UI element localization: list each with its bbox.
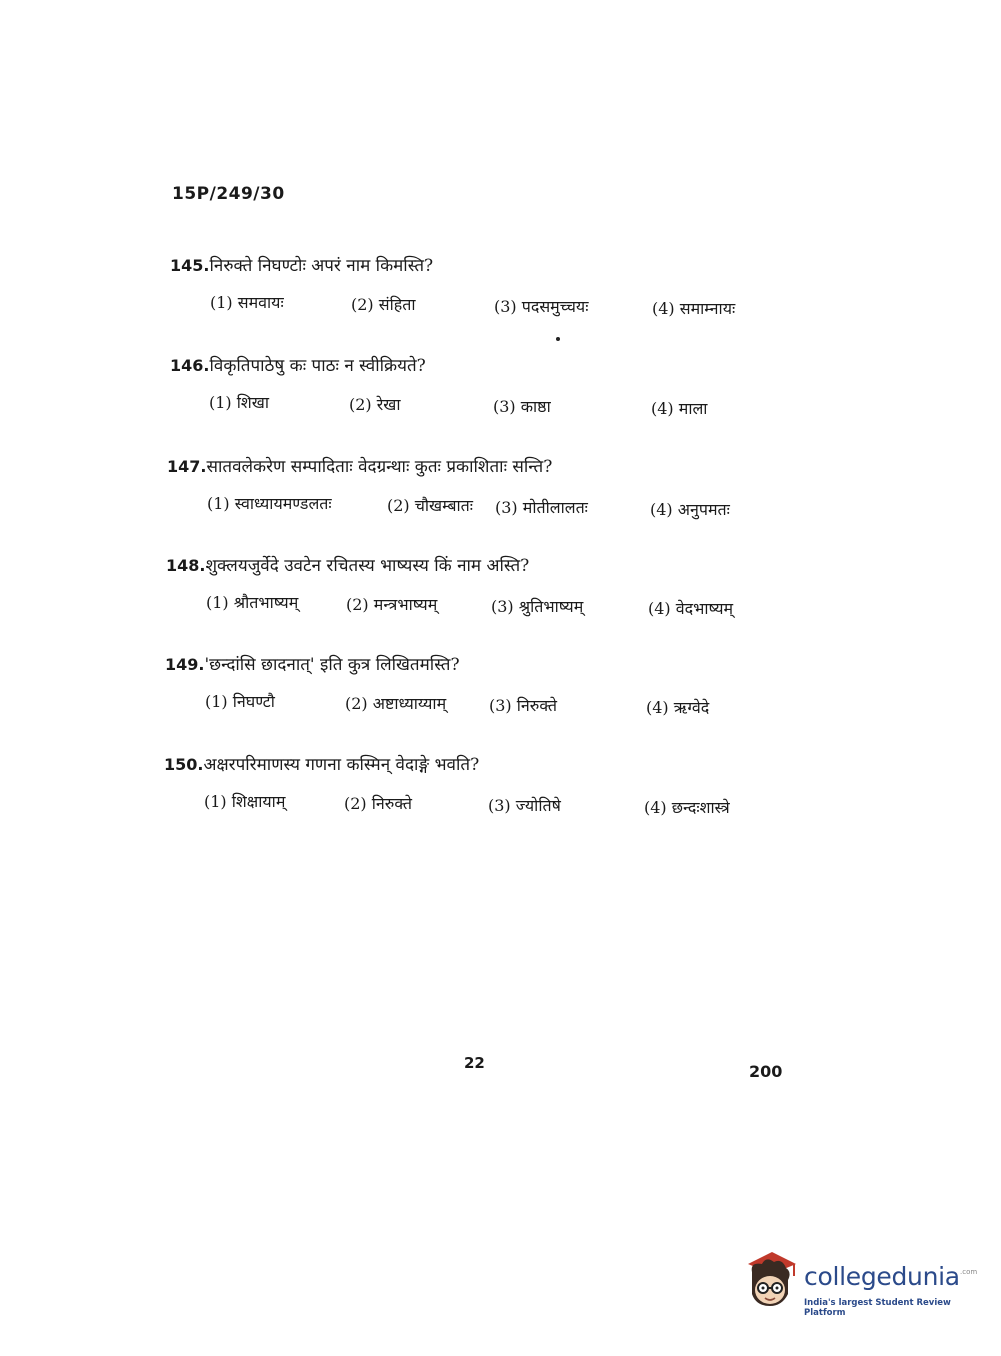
option-1: (1) श्रौतभाष्यम् xyxy=(206,593,299,612)
question-number: 150. xyxy=(164,755,204,774)
stray-dot xyxy=(556,337,560,341)
brand-tagline: India's largest Student Review Platform xyxy=(804,1298,951,1318)
option-1: (1) शिखा xyxy=(209,393,270,412)
option-3: (3) निरुक्ते xyxy=(489,696,558,715)
option-2: (2) रेखा xyxy=(349,395,401,414)
option-2: (2) संहिता xyxy=(351,295,416,314)
option-1: (1) निघण्टौ xyxy=(205,692,275,711)
question-150 xyxy=(0,752,1001,832)
mascot-icon xyxy=(742,1250,800,1314)
option-4: (4) ऋग्वेदे xyxy=(646,698,710,717)
paper-code: 15P/249/30 xyxy=(172,184,285,204)
option-1: (1) समवायः xyxy=(210,293,284,312)
option-1: (1) शिक्षायाम् xyxy=(204,792,286,811)
question-text: 'छन्दांसि छादनात्' इति कुत्र लिखितमस्ति? xyxy=(204,655,460,675)
question-number: 147. xyxy=(167,457,207,476)
brand-name: collegedunia xyxy=(804,1262,960,1291)
option-3: (3) पदसमुच्चयः xyxy=(494,297,589,316)
collegedunia-logo xyxy=(742,1250,978,1318)
question-147 xyxy=(0,454,1001,534)
option-4: (4) अनुपमतः xyxy=(650,500,730,519)
option-3: (3) काष्ठा xyxy=(493,397,551,416)
question-148 xyxy=(0,553,1001,633)
option-4: (4) छन्दःशास्त्रे xyxy=(644,798,730,817)
question-text: अक्षरपरिमाणस्य गणना कस्मिन् वेदाङ्गे भवति? xyxy=(203,755,480,775)
brand-suffix: .com xyxy=(960,1268,978,1276)
question-text: निरुक्ते निघण्टोः अपरं नाम किमस्ति? xyxy=(209,256,434,276)
option-2: (2) निरुक्ते xyxy=(344,794,413,813)
option-2: (2) अष्टाध्याय्याम् xyxy=(345,694,447,713)
option-4: (4) वेदभाष्यम् xyxy=(648,599,734,618)
option-4: (4) माला xyxy=(651,399,708,418)
page-number: 22 xyxy=(464,1054,485,1072)
option-4: (4) समाम्नायः xyxy=(652,299,736,318)
option-2: (2) मन्त्रभाष्यम् xyxy=(346,595,438,614)
question-number: 145. xyxy=(170,256,210,275)
option-3: (3) मोतीलालतः xyxy=(495,498,588,517)
option-3: (3) श्रुतिभाष्यम् xyxy=(491,597,584,616)
question-number: 148. xyxy=(166,556,206,575)
question-146 xyxy=(0,353,1001,433)
question-145 xyxy=(0,253,1001,333)
question-number: 146. xyxy=(170,356,210,375)
question-text: शुक्लयजुर्वेदे उवटेन रचितस्य भाष्यस्य किं नाम अस्ति? xyxy=(205,556,530,576)
question-text: सातवलेकरेण सम्पादिताः वेदग्रन्थाः कुतः प्रकाशिताः सन्ति? xyxy=(206,457,553,477)
option-3: (3) ज्योतिषे xyxy=(488,796,561,815)
question-149 xyxy=(0,652,1001,732)
question-number: 149. xyxy=(165,655,205,674)
option-1: (1) स्वाध्यायमण्डलतः xyxy=(207,494,332,513)
option-2: (2) चौखम्बातः xyxy=(387,496,473,515)
question-text: विकृतिपाठेषु कः पाठः न स्वीक्रियते? xyxy=(209,356,426,376)
page-total: 200 xyxy=(749,1062,783,1081)
